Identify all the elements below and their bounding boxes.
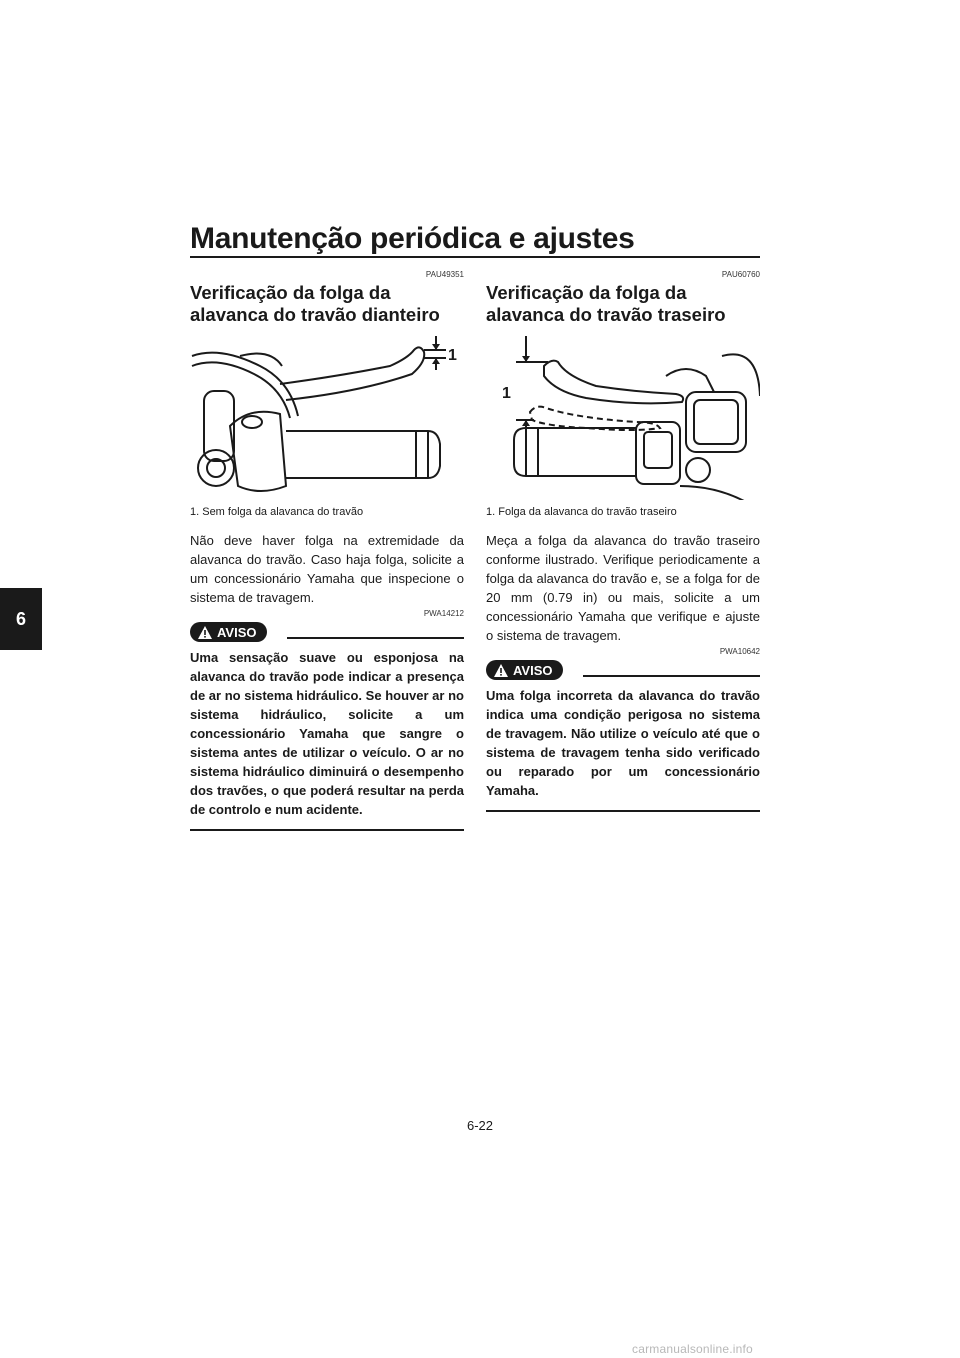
rear-brake-section [486,270,760,812]
body-paragraph: Meça a folga da alavanca do travão traseiro conforme ilustrado. Verifique periodicamente a folga da alavanca do travão e, se a folga for de 20 mm (0.79 in) ou mais, solicite a um concessionário Yamaha que verifique e ajuste o sistema de travagem. [486,533,760,643]
warning-end-rule [486,810,760,812]
warning-header [486,660,760,680]
title-rule [190,256,760,258]
warning-triangle-icon [198,626,212,639]
warning-text: Uma folga incorreta da alavanca do travão indica uma condição perigosa no sistema de travagem. Não utilize o veículo até que o sistema de travagem tenha sido verificado ou reparado por um concessionário Yamaha. [486,688,760,798]
section-code: PAU49351 [425,270,464,279]
aviso-badge [486,660,563,680]
warning-triangle-icon [494,664,508,677]
front-brake-lever-drawing [190,336,464,500]
rear-brake-lever-illustration [486,336,760,500]
watermark: carmanualsonline.info [632,1342,753,1356]
page-title: Manutenção periódica e ajustes [190,222,635,255]
figure-caption: 1. Sem folga da alavanca do travão [190,506,364,518]
rear-brake-lever-drawing [486,336,760,500]
warning-rule [287,637,465,639]
aviso-label: AVISO [513,662,553,678]
warning-end-rule [190,829,464,831]
warning-code: PWA14212 [423,609,464,618]
chapter-tab: 6 [0,588,42,650]
page-number: 6-22 [466,1118,494,1133]
figure-caption: 1. Folga da alavanca do travão traseiro [486,506,677,518]
warning-code: PWA10642 [719,647,760,656]
section-heading: Verificação da folga da alavanca do travão dianteiro [190,282,440,325]
body-paragraph: Não deve haver folga na extremidade da alavanca do travão. Caso haja folga, solicite a um concessionário Yamaha que inspecione o sistema de travagem. [190,533,464,605]
aviso-badge [190,622,267,642]
front-brake-lever-illustration [190,336,464,500]
aviso-label: AVISO [217,624,257,640]
figure-label: 1 [502,385,511,402]
front-brake-section [190,270,464,831]
figure-label: 1 [448,347,457,364]
warning-rule [583,675,761,677]
warning-text: Uma sensação suave ou esponjosa na alavanca do travão pode indicar a presença de ar no sistema hidráulico. Se houver ar no sistema hidráulico, solicite a um concessionário Yamaha que sangre o sistema antes de utilizar o veículo. O ar no sistema hidráulico diminuirá o desempenho dos travões, o que poderá resultar na perda de controlo e num acidente. [190,650,464,817]
section-heading: Verificação da folga da alavanca do travão traseiro [486,282,726,325]
warning-header [190,622,464,642]
section-code: PAU60760 [721,270,760,279]
